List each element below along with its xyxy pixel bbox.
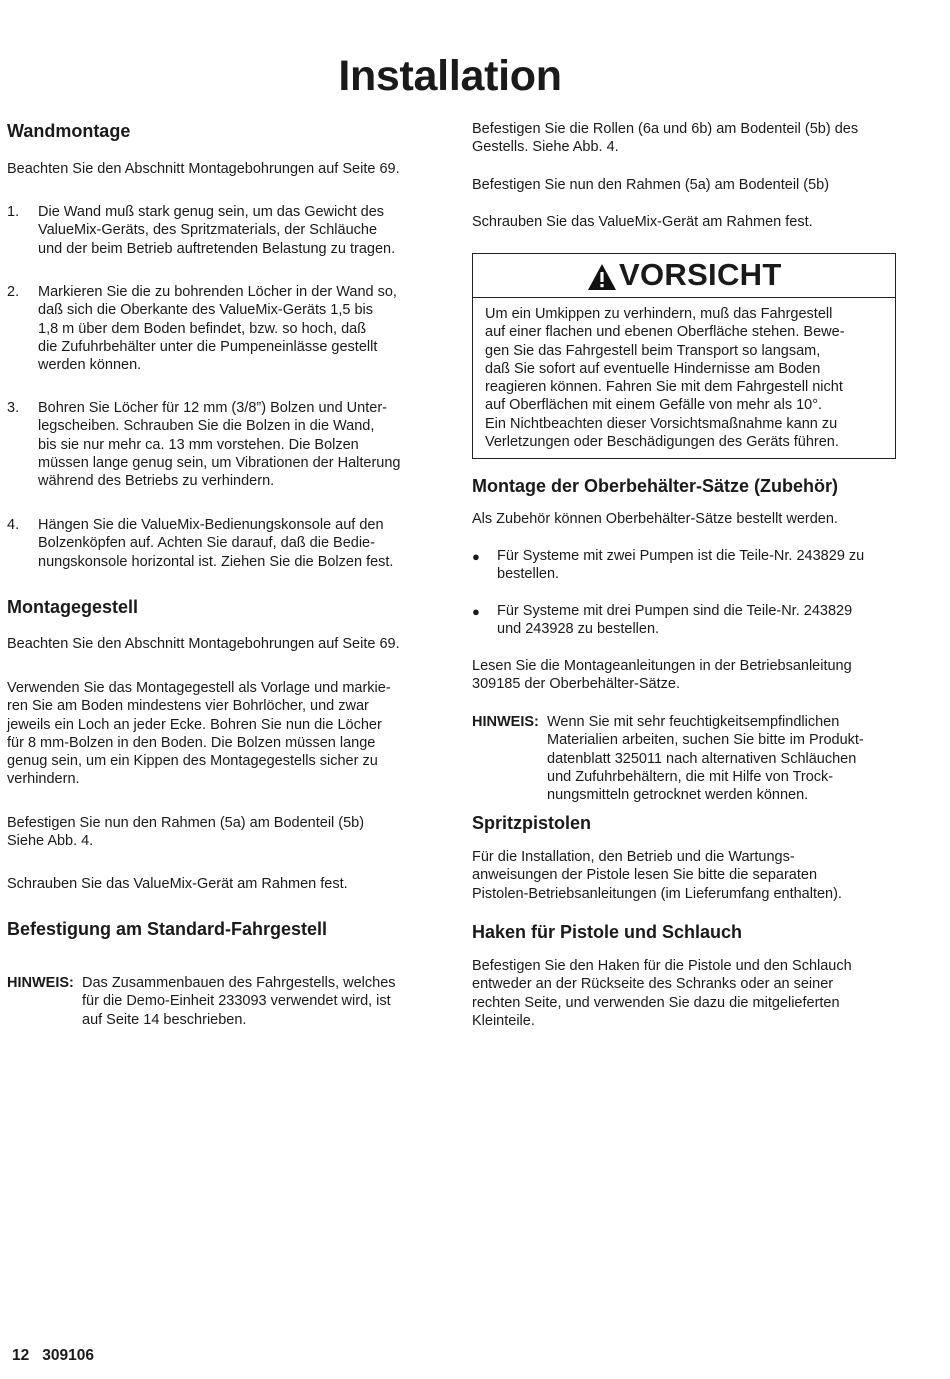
wandmontage-intro: Beachten Sie den Abschnitt Montagebohrungen auf Seite 69.	[7, 161, 400, 177]
montagegestell-paragraph: Befestigen Sie nun den Rahmen (5a) am Bodenteil (5b) Siehe Abb. 4.	[7, 815, 365, 850]
page-number: 12	[12, 1347, 30, 1364]
montagegestell-paragraph: Verwenden Sie das Montagegestell als Vorlage und markie- ren Sie am Boden mindestens vier Bohrlöcher, und zwar jeweils ein Loch an jeder Ecke. Bohren Sie nun die Löcher für 8 mm-Bolzen in den Boden. Die Bolzen müssen lange genug sein, um ein Kippen des Montagegestells sicher zu verhindern.	[7, 680, 391, 788]
caution-text: Um ein Umkippen zu verhindern, muß das Fahrgestell auf einer flachen und ebenen Oberfläche stehen. Bewe- gen Sie das Fahrgestell beim Transport so langsam, daß Sie sofort auf eventuelle Hindernisse am Boden reagieren können. Fahren Sie mit dem Fahrgestell nicht auf Oberflächen mit einem Gefälle von mehr als 10°. Ein Nichtbeachten dieser Vorsichtsmaßnahme kann zu Verletzungen oder Beschädigungen des Geräts führen.	[485, 306, 845, 451]
section-heading-haken: Haken für Pistole und Schlauch	[472, 922, 743, 942]
step-text: Die Wand muß stark genug sein, um das Gewicht des ValueMix-Geräts, des Spritzmaterials, der Schläuche und der beim Betrieb auftretenden Belastung zu tragen.	[38, 204, 396, 257]
paragraph: Für die Installation, den Betrieb und die Wartungs- anweisungen der Pistole lesen Sie bitte die separaten Pistolen-Betriebsanleitungen (im Lieferumfang enthalten).	[472, 849, 842, 902]
bullet-text: Für Systeme mit zwei Pumpen ist die Teile-Nr. 243829 zu bestellen.	[497, 548, 865, 583]
step-text: Markieren Sie die zu bohrenden Löcher in der Wand so, daß sich die Oberkante des ValueMix-Geräts 1,5 bis 1,8 m über dem Boden befindet, bzw. so hoch, daß die Zufuhrbehälter unter die Pumpeneinlässe gestellt werden können.	[38, 284, 397, 374]
caution-header	[473, 254, 895, 298]
section-heading-spritzpistolen: Spritzpistolen	[472, 813, 592, 833]
caution-title: VORSICHT	[619, 257, 782, 292]
montagegestell-paragraph: Schrauben Sie das ValueMix-Gerät am Rahmen fest.	[7, 876, 348, 892]
section-heading-oberbehaelter: Montage der Oberbehälter-Sätze (Zubehör)	[472, 476, 839, 496]
step-text: Hängen Sie die ValueMix-Bedienungskonsole auf den Bolzenköpfen auf. Achten Sie darauf, daß die Bedie- nungskonsole horizontal ist. Ziehen Sie die Bolzen fest.	[38, 517, 394, 570]
section-heading-fahrgestell: Befestigung am Standard-Fahrgestell	[7, 919, 328, 939]
note-label: HINWEIS:	[472, 714, 539, 730]
bullet-icon: ●	[472, 549, 480, 564]
note-text: Wenn Sie mit sehr feuchtigkeitsempfindlichen Materialien arbeiten, suchen Sie bitte im Produkt- datenblatt 325011 nach alternativen Schläuchen und Zufuhrbehältern, die mit Hilfe von Trock- nungsmitteln getrocknet werden können.	[547, 714, 864, 804]
paragraph: Befestigen Sie den Haken für die Pistole und den Schlauch entweder an der Rückseite des Schranks oder an seiner rechten Seite, und verwenden Sie dazu die mitgelieferten Kleinteile.	[472, 958, 852, 1029]
paragraph: Befestigen Sie nun den Rahmen (5a) am Bodenteil (5b)	[472, 177, 830, 193]
note-text: Das Zusammenbauen des Fahrgestells, welches für die Demo-Einheit 233093 verwendet wird, ist auf Seite 14 beschrieben.	[82, 975, 396, 1028]
bullet-text: Für Systeme mit drei Pumpen sind die Teile-Nr. 243829 und 243928 zu bestellen.	[497, 603, 853, 638]
oberbehaelter-intro: Als Zubehör können Oberbehälter-Sätze bestellt werden.	[472, 511, 838, 527]
bullet-icon: ●	[472, 604, 480, 619]
paragraph: Befestigen Sie die Rollen (6a und 6b) am Bodenteil (5b) des Gestells. Siehe Abb. 4.	[472, 121, 859, 156]
step-number: 4.	[7, 517, 20, 533]
montagegestell-intro: Beachten Sie den Abschnitt Montagebohrungen auf Seite 69.	[7, 636, 400, 652]
step-number: 1.	[7, 204, 20, 220]
section-heading-montagegestell: Montagegestell	[7, 597, 139, 617]
step-number: 2.	[7, 284, 20, 300]
warning-triangle-icon	[587, 263, 617, 291]
page-title: Installation	[338, 52, 562, 100]
step-number: 3.	[7, 400, 20, 416]
document-number: 309106	[42, 1347, 94, 1364]
step-text: Bohren Sie Löcher für 12 mm (3/8”) Bolzen und Unter- legscheiben. Schrauben Sie die Bolzen in die Wand, bis sie nur mehr ca. 13 mm vorstehen. Die Bolzen müssen lange genug sein, um Vibrationen der Halterung während des Betriebs zu verhindern.	[38, 400, 401, 490]
caution-box	[472, 253, 896, 459]
page-footer	[12, 1347, 107, 1365]
paragraph: Lesen Sie die Montageanleitungen in der Betriebsanleitung 309185 der Oberbehälter-Sätze.	[472, 658, 852, 693]
note-label: HINWEIS:	[7, 975, 74, 991]
section-heading-wandmontage: Wandmontage	[7, 121, 131, 141]
paragraph: Schrauben Sie das ValueMix-Gerät am Rahmen fest.	[472, 214, 813, 230]
